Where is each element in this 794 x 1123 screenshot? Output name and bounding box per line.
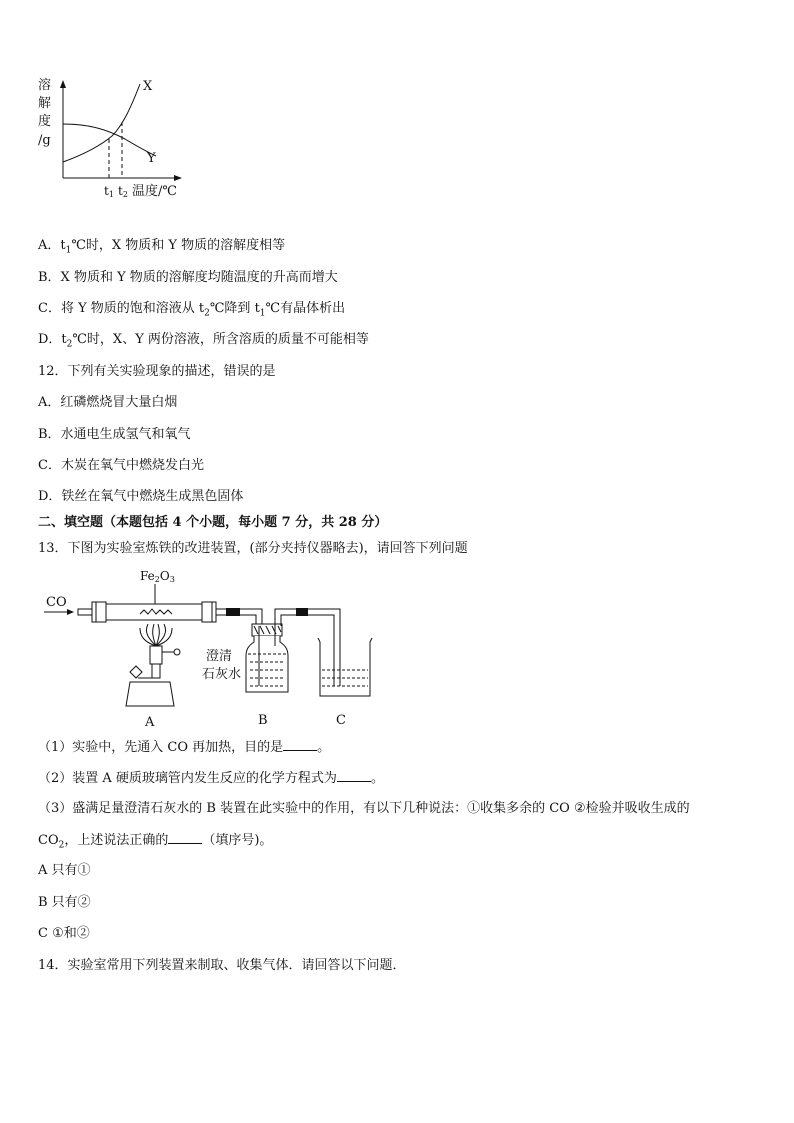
graph-y-char-1: 溶: [38, 78, 52, 93]
burner-stem: [152, 664, 160, 678]
q13-part3-cont: $CO_2$，上述说法正确的 （填序号)。: [38, 833, 273, 851]
co-label: CO: [46, 595, 67, 610]
inlet-tube: [78, 609, 92, 615]
answer-blank-2[interactable]: [337, 769, 371, 782]
t2-label: t2: [118, 184, 128, 199]
x-axis-label: 温度/℃: [132, 184, 177, 199]
section-2-heading: 二、填空题（本题包括 4 个小题，每小题 7 分，共 28 分）: [38, 515, 388, 530]
solubility-graph: [30, 74, 200, 204]
limewater-label-1: 澄清: [206, 649, 233, 664]
right-stopper: [202, 602, 216, 622]
lamp-body: [126, 682, 174, 706]
rubber-connector-2: [296, 608, 308, 616]
graph-y-arrow: [60, 80, 66, 88]
burner-head: [150, 646, 162, 664]
t1-label: t1: [104, 184, 114, 199]
curve-x: [63, 84, 140, 162]
q12-option-b: B．水通电生成氢气和氧气: [38, 427, 191, 442]
graph-y-char-3: 度: [38, 114, 52, 129]
q12-option-c: C．木炭在氧气中燃烧发白光: [38, 458, 204, 473]
graph-x-arrow: [174, 175, 182, 181]
q13-part1: （1）实验中，先通入 CO 再加热，目的是 。: [38, 740, 331, 755]
label-b: B: [258, 713, 268, 728]
limewater-label-2: 石灰水: [202, 667, 242, 682]
graph-y-char-2: 解: [38, 96, 52, 111]
q13-choice-b: B 只有②: [38, 895, 91, 910]
q14-stem: 14．实验室常用下列装置来制取、收集气体．请回答以下问题．: [38, 958, 406, 973]
q13-stem: 13．下图为实验室炼铁的改进装置，(部分夹持仪器略去)，请回答下列问题: [38, 541, 468, 556]
bottle-b: [246, 636, 288, 692]
q12-option-d: D．铁丝在氧气中燃烧生成黑色固体: [38, 489, 244, 504]
q12-stem: 12．下列有关实验现象的描述，错误的是: [38, 364, 276, 379]
label-a: A: [145, 715, 155, 730]
q11-option-a: A．$t_1℃$时，X 物质和 Y 物质的溶解度相等: [38, 238, 286, 256]
rubber-connector-1: [226, 608, 240, 616]
fe2o3-label: Fe2O3: [140, 569, 175, 584]
q11-option-b: B．X 物质和 Y 物质的溶解度均随温度的升高而增大: [38, 270, 338, 285]
q13-choice-c: C ①和②: [38, 926, 90, 941]
curve-x-label: X: [143, 79, 153, 94]
beaker-c: [318, 638, 372, 696]
left-stopper: [92, 602, 106, 622]
iron-smelting-apparatus: [40, 566, 380, 731]
answer-blank-1[interactable]: [283, 738, 317, 751]
q13-part3: （3）盛满足量澄清石灰水的 B 装置在此实验中的作用，有以下几种说法：①收集多余的 CO ②检验并吸收生成的: [38, 801, 690, 816]
burner-knob-end: [174, 649, 180, 655]
q12-option-a: A．红磷燃烧冒大量白烟: [38, 395, 178, 410]
q11-option-c: C．将 Y 物质的饱和溶液从 $t_2℃$降到 $t_1℃$有晶体析出: [38, 301, 346, 319]
label-c: C: [336, 713, 346, 728]
q11-option-d: D．$t_2℃$时，X、Y 两份溶液，所含溶质的质量不可能相等: [38, 332, 369, 350]
graph-y-char-4: /g: [38, 133, 51, 148]
answer-blank-3[interactable]: [168, 831, 202, 844]
co-arrow-head: [67, 609, 74, 615]
flame: [140, 624, 172, 646]
curve-y-label: Y: [147, 151, 156, 166]
lamp-handle: [130, 666, 142, 678]
beaker-water: [322, 670, 368, 686]
q13-choice-a: A 只有①: [38, 863, 91, 878]
q13-part2: （2）装置 A 硬质玻璃管内发生反应的化学方程式为 。: [38, 771, 384, 786]
